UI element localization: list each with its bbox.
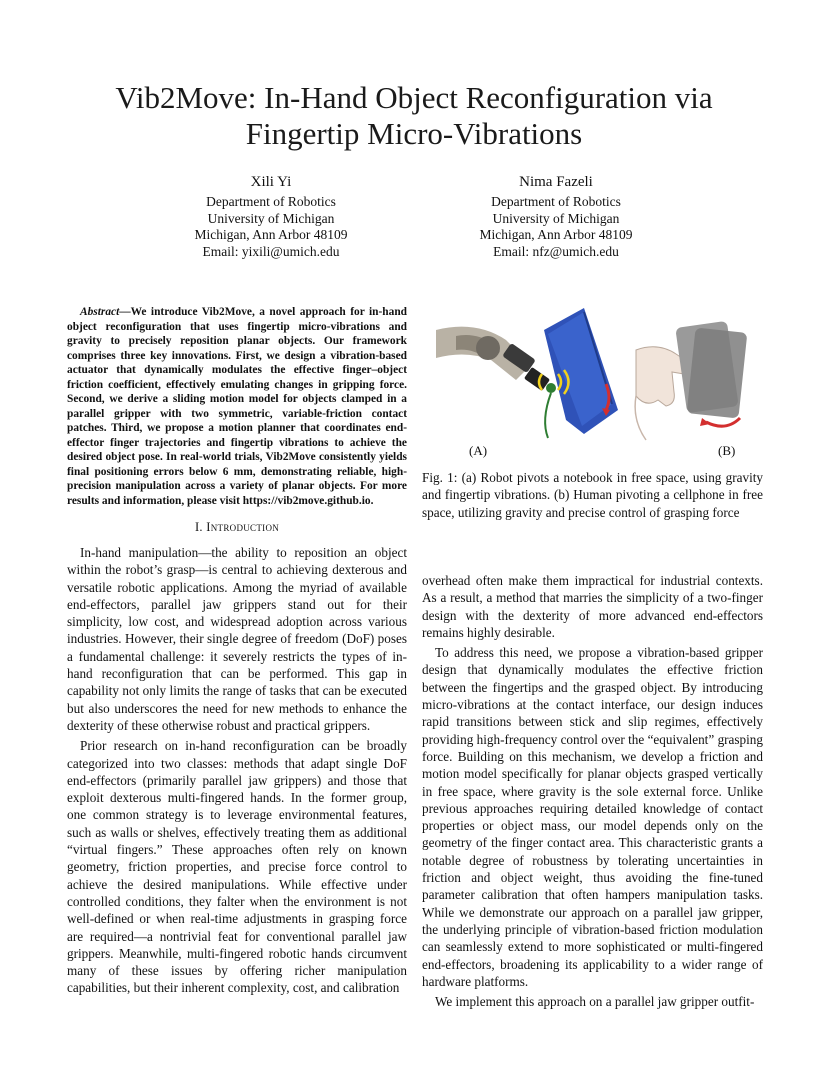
- panel-label-b: (B): [718, 443, 736, 458]
- author-university: University of Michigan: [492, 210, 620, 226]
- abstract-text: —We introduce Vib2Move, a novel approach for in-hand object reconfiguration that uses fingertip micro-vibrations and gravity to precisely reposition planar objects. Our framework comprises three key innovations. First, we design a vibration-based actuator that dynamically modulates the effective finger–object friction coefficient, effectively emulating changes in gripping force. Second, we derive a sliding motion model for objects clamped in a parallel gripper with two symmetric, variable-friction contact patches. Third, we propose a motion planner that coordinates end-effector finger trajectories and fingertip vibrations to achieve the desired object pose. In real-world trials, Vib2Move consistently yields final positioning errors below 6 mm, demonstrating reliable, high-precision manipulation across a variety of planar objects. For more results and information, please visit https://vib2move.github.io.: [67, 306, 407, 507]
- paper-title-line-1: Vib2Move: In-Hand Object Reconfiguration via: [115, 80, 713, 115]
- author-email: Email: yixili@umich.edu: [202, 243, 340, 259]
- section-heading-introduction: [67, 520, 407, 535]
- panel-label-a: (A): [469, 443, 488, 458]
- body-paragraph: In-hand manipulation—the ability to reposition an object within the robot’s grasp—is central to achieving dexterous and versatile robotic applications. Among the myriad of available end-effectors, parallel jaw grippers stand out for their simplicity, low cost, and widespread adoption across various industries. However, their single degree of freedom (DoF) poses a fundamental challenge: it severely restricts the types of in-hand reconfiguration that can be performed. This gap in capability not only limits the range of tasks that can be executed but also underscores the need for new methods to enhance the dexterity of these otherwise robust and practical grippers.: [67, 545, 407, 733]
- section-title: Introduction: [206, 520, 280, 534]
- author-block-2: [426, 173, 686, 260]
- figure-1-caption: Fig. 1: (a) Robot pivots a notebook in free space, using gravity and fingertip vibrations. (b) Human pivoting a cellphone in free space, utilizing gravity and precise control of grasping force: [422, 470, 763, 520]
- figure-1-image: [436, 300, 766, 462]
- abstract-label: Abstract: [80, 306, 120, 318]
- cellphone-graphic: [675, 321, 747, 419]
- body-paragraph: overhead often make them impractical for industrial contexts. As a result, a method that marries the simplicity of a two-finger design with the dexterity of more advanced end-effectors remains highly desirable.: [422, 573, 763, 640]
- body-paragraph: We implement this approach on a parallel jaw gripper outfit-: [435, 994, 755, 1010]
- author-department: Department of Robotics: [206, 194, 336, 209]
- author-name: Nima Fazeli: [519, 174, 593, 190]
- author-block-1: [141, 173, 401, 260]
- paper-title-line-2: Fingertip Micro-Vibrations: [245, 116, 583, 151]
- author-university: University of Michigan: [207, 210, 335, 226]
- author-location: Michigan, Ann Arbor 48109: [194, 227, 348, 242]
- right-column-body: [422, 572, 763, 1013]
- body-paragraph: To address this need, we propose a vibration-based gripper design that dynamically modulates the effective friction between the fingertips and the grasped object. By introducing micro-vibrations at the contact interface, our design induces rapid transitions between stick and slip regimes, effectively providing high-frequency control over the “equivalent” grasping force. Building on this mechanism, we develop a friction and motion model specifically for planar objects grasped vertically in free space, where gravity is the sole external force. Unlike previous approaches requiring detailed knowledge of contact properties or object mass, our model depends only on the geometry of the finger contact area. This characteristic grants a notable degree of robustness by tolerating uncertainties in friction and object weight, thus avoiding the fine-tuned parameter calibration that often hampers manipulation tasks. While we demonstrate our approach on a parallel jaw gripper, the underlying principle of vibration-based friction modulation can seamlessly extend to more sophisticated or multi-fingered end-effectors, broadening its applicability to a wider range of hardware platforms.: [422, 645, 763, 989]
- section-number: I.: [194, 520, 203, 534]
- figure-1: [436, 300, 766, 462]
- author-department: Department of Robotics: [491, 194, 621, 209]
- author-email: Email: nfz@umich.edu: [493, 243, 619, 259]
- left-column-body: [67, 544, 407, 1000]
- abstract: [67, 305, 407, 508]
- author-name: Xili Yi: [250, 174, 292, 190]
- body-paragraph: Prior research on in-hand reconfiguration can be broadly categorized into two classes: methods that adapt single DoF end-effectors (primarily parallel jaw grippers) and those that exploit dexterous multi-fingered hands. In the former group, one common strategy is to leverage environmental features, such as walls or shelves, effectively treating them as additional “virtual fingers.” These approaches often rely on known geometry, friction properties, and precise force control to achieve the desired manipulations. While effective under controlled conditions, they falter when the environment is not well-defined or when real-time adjustments in grasping force are required—a nontrivial feat for conventional parallel jaw grippers. Meanwhile, multi-fingered robotic hands circumvent many of these issues by offering richer manipulation capabilities, but their inherent complexity, cost, and calibration: [67, 738, 407, 996]
- author-location: Michigan, Ann Arbor 48109: [479, 227, 633, 242]
